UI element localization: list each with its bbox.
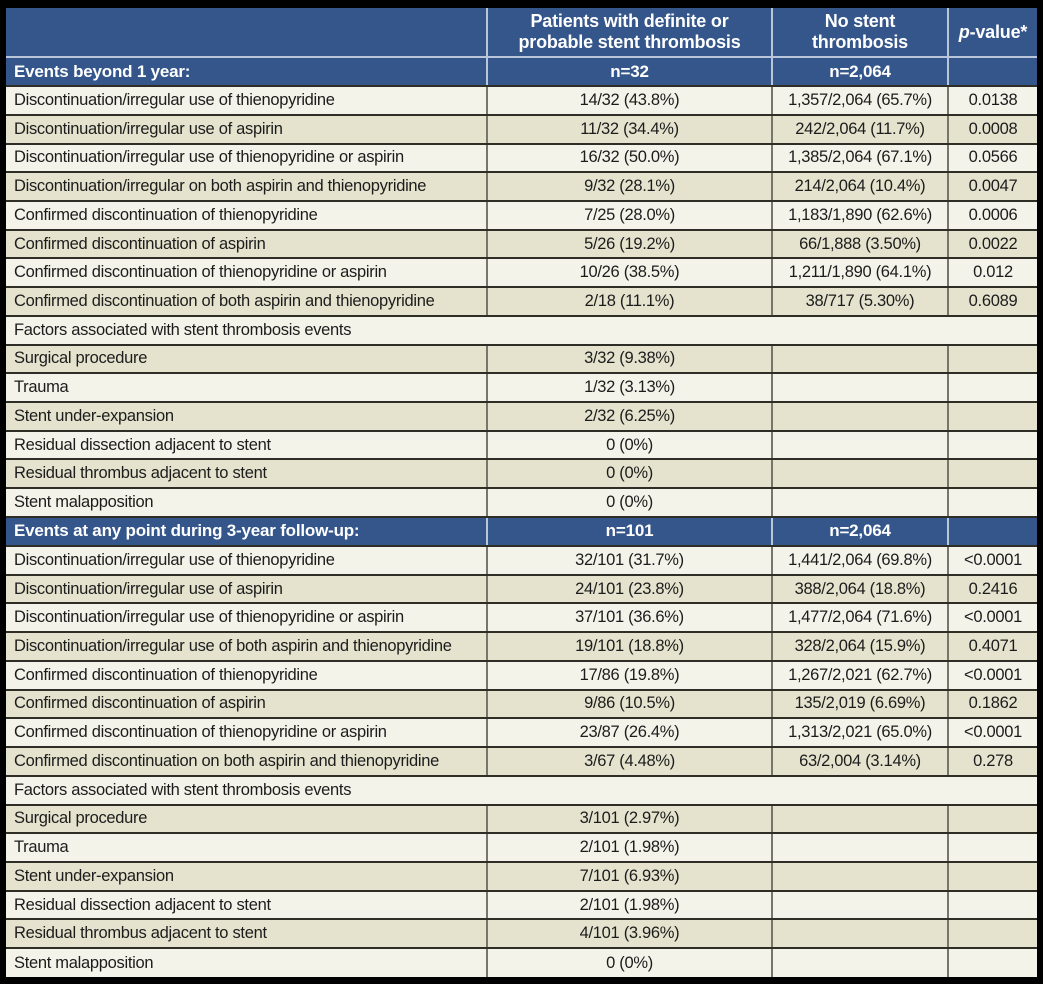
no-st-value-cell: 1,357/2,064 (65.7%): [772, 86, 948, 115]
p-value-suffix: -value*: [969, 21, 1028, 42]
p-value-cell: 0.0006: [948, 201, 1037, 230]
st-group-value-cell: 9/32 (28.1%): [487, 172, 772, 201]
st-group-value-cell: 7/101 (6.93%): [487, 862, 772, 891]
row-label-cell: Discontinuation/irregular use of aspirin: [6, 115, 487, 144]
p-value-cell: [948, 805, 1037, 834]
row-label-cell: Trauma: [6, 833, 487, 862]
column-header-row: [6, 8, 1037, 57]
p-value-cell: 0.0022: [948, 230, 1037, 259]
st-group-value-cell: 14/32 (43.8%): [487, 86, 772, 115]
row-label-cell: Discontinuation/irregular use of aspirin: [6, 575, 487, 604]
table-row: [6, 690, 1037, 719]
table-row: [6, 632, 1037, 661]
row-label-cell: Residual thrombus adjacent to stent: [6, 919, 487, 948]
table-row: [6, 919, 1037, 948]
table-row: [6, 948, 1037, 977]
row-label-cell: Residual dissection adjacent to stent: [6, 431, 487, 460]
table-row: [6, 172, 1037, 201]
st-group-value-cell: 11/32 (34.4%): [487, 115, 772, 144]
row-label-cell: Stent under-expansion: [6, 402, 487, 431]
no-st-value-cell: [772, 459, 948, 488]
p-value-cell: [948, 345, 1037, 374]
no-st-value-cell: 63/2,004 (3.14%): [772, 747, 948, 776]
table-row: [6, 431, 1037, 460]
p-value-cell: [948, 459, 1037, 488]
p-value-cell: 0.0566: [948, 144, 1037, 173]
st-group-value-cell: 16/32 (50.0%): [487, 144, 772, 173]
no-st-value-cell: 1,183/1,890 (62.6%): [772, 201, 948, 230]
st-group-value-cell: 23/87 (26.4%): [487, 718, 772, 747]
table-row: [6, 144, 1037, 173]
no-st-value-cell: 1,441/2,064 (69.8%): [772, 546, 948, 575]
p-value-cell: <0.0001: [948, 661, 1037, 690]
st-group-value-cell: 2/101 (1.98%): [487, 891, 772, 920]
table-row: [6, 345, 1037, 374]
st-group-value-cell: 37/101 (36.6%): [487, 603, 772, 632]
no-st-value-cell: 1,477/2,064 (71.6%): [772, 603, 948, 632]
section-header-row-2: [6, 517, 1037, 546]
st-group-value-cell: 32/101 (31.7%): [487, 546, 772, 575]
row-label-cell: Discontinuation/irregular use of both aspirin and thienopyridine: [6, 632, 487, 661]
section-n1-cell: n=32: [487, 57, 772, 86]
p-value-cell: 0.278: [948, 747, 1037, 776]
p-value-cell: 0.0047: [948, 172, 1037, 201]
p-value-cell: 0.0008: [948, 115, 1037, 144]
no-st-value-cell: [772, 891, 948, 920]
st-group-value-cell: 17/86 (19.8%): [487, 661, 772, 690]
col-header-p-value: p-value*: [948, 8, 1037, 57]
table-row: [6, 287, 1037, 316]
st-group-value-cell: 3/32 (9.38%): [487, 345, 772, 374]
row-label-cell: Confirmed discontinuation of aspirin: [6, 230, 487, 259]
table-header: [6, 8, 1037, 57]
st-group-value-cell: 5/26 (19.2%): [487, 230, 772, 259]
subsection-title-cell: Factors associated with stent thrombosis events: [6, 776, 1037, 805]
row-label-cell: Discontinuation/irregular use of thienopyridine: [6, 546, 487, 575]
st-group-value-cell: 0 (0%): [487, 459, 772, 488]
row-label-cell: Confirmed discontinuation of thienopyridine or aspirin: [6, 258, 487, 287]
section-p-cell: [948, 57, 1037, 86]
st-group-value-cell: 2/18 (11.1%): [487, 287, 772, 316]
row-label-cell: Residual dissection adjacent to stent: [6, 891, 487, 920]
section-title-cell: Events beyond 1 year:: [6, 57, 487, 86]
row-label-cell: Confirmed discontinuation of thienopyridine: [6, 201, 487, 230]
no-st-value-cell: [772, 431, 948, 460]
p-value-cell: [948, 373, 1037, 402]
table-row: [6, 546, 1037, 575]
table-row: [6, 459, 1037, 488]
row-label-cell: Stent malapposition: [6, 488, 487, 517]
row-label-cell: Stent under-expansion: [6, 862, 487, 891]
no-st-value-cell: [772, 919, 948, 948]
row-label-cell: Confirmed discontinuation of thienopyridine or aspirin: [6, 718, 487, 747]
p-value-cell: [948, 431, 1037, 460]
row-label-cell: Confirmed discontinuation of both aspirin and thienopyridine: [6, 287, 487, 316]
st-group-value-cell: 10/26 (38.5%): [487, 258, 772, 287]
no-st-value-cell: [772, 488, 948, 517]
subsection-header-row: [6, 776, 1037, 805]
table-row: [6, 891, 1037, 920]
st-group-value-cell: 2/101 (1.98%): [487, 833, 772, 862]
subsection-header-row: [6, 316, 1037, 345]
no-st-value-cell: [772, 373, 948, 402]
no-st-value-cell: 66/1,888 (3.50%): [772, 230, 948, 259]
table-row: [6, 230, 1037, 259]
st-group-value-cell: 4/101 (3.96%): [487, 919, 772, 948]
table-row: [6, 747, 1037, 776]
no-st-value-cell: [772, 833, 948, 862]
st-group-value-cell: 1/32 (3.13%): [487, 373, 772, 402]
table-row: [6, 661, 1037, 690]
table-body: [6, 57, 1037, 977]
col-header-blank: [6, 8, 487, 57]
p-value-cell: 0.2416: [948, 575, 1037, 604]
section-title-cell: Events at any point during 3-year follow-up:: [6, 517, 487, 546]
p-value-cell: [948, 402, 1037, 431]
row-label-cell: Trauma: [6, 373, 487, 402]
row-label-cell: Discontinuation/irregular use of thienopyridine or aspirin: [6, 603, 487, 632]
st-group-value-cell: 0 (0%): [487, 488, 772, 517]
st-group-value-cell: 2/32 (6.25%): [487, 402, 772, 431]
no-st-value-cell: 242/2,064 (11.7%): [772, 115, 948, 144]
p-value-cell: [948, 891, 1037, 920]
table-row: [6, 115, 1037, 144]
row-label-cell: Confirmed discontinuation of thienopyridine: [6, 661, 487, 690]
section-p-cell: [948, 517, 1037, 546]
row-label-cell: Discontinuation/irregular use of thienopyridine or aspirin: [6, 144, 487, 173]
st-group-value-cell: 24/101 (23.8%): [487, 575, 772, 604]
st-group-value-cell: 0 (0%): [487, 431, 772, 460]
no-st-value-cell: 38/717 (5.30%): [772, 287, 948, 316]
row-label-cell: Residual thrombus adjacent to stent: [6, 459, 487, 488]
no-st-value-cell: 135/2,019 (6.69%): [772, 690, 948, 719]
no-st-value-cell: 1,267/2,021 (62.7%): [772, 661, 948, 690]
section-header-row-1: [6, 57, 1037, 86]
table-row: [6, 575, 1037, 604]
section-n2-cell: n=2,064: [772, 57, 948, 86]
table-row: [6, 86, 1037, 115]
p-value-cell: <0.0001: [948, 718, 1037, 747]
row-label-cell: Confirmed discontinuation on both aspirin and thienopyridine: [6, 747, 487, 776]
row-label-cell: Surgical procedure: [6, 345, 487, 374]
row-label-cell: Discontinuation/irregular on both aspirin and thienopyridine: [6, 172, 487, 201]
table-row: [6, 373, 1037, 402]
p-value-cell: 0.012: [948, 258, 1037, 287]
stent-thrombosis-table: [6, 8, 1037, 977]
no-st-value-cell: [772, 805, 948, 834]
p-value-cell: [948, 833, 1037, 862]
st-group-value-cell: 19/101 (18.8%): [487, 632, 772, 661]
section-n1-cell: n=101: [487, 517, 772, 546]
st-group-value-cell: 9/86 (10.5%): [487, 690, 772, 719]
section-n2-cell: n=2,064: [772, 517, 948, 546]
row-label-cell: Discontinuation/irregular use of thienopyridine: [6, 86, 487, 115]
row-label-cell: Confirmed discontinuation of aspirin: [6, 690, 487, 719]
table-row: [6, 718, 1037, 747]
table-row: [6, 488, 1037, 517]
p-value-cell: 0.1862: [948, 690, 1037, 719]
p-value-cell: 0.4071: [948, 632, 1037, 661]
st-group-value-cell: 7/25 (28.0%): [487, 201, 772, 230]
no-st-value-cell: 214/2,064 (10.4%): [772, 172, 948, 201]
p-value-cell: <0.0001: [948, 603, 1037, 632]
table-row: [6, 258, 1037, 287]
no-st-value-cell: 1,313/2,021 (65.0%): [772, 718, 948, 747]
no-st-value-cell: 388/2,064 (18.8%): [772, 575, 948, 604]
no-st-value-cell: [772, 948, 948, 977]
col-header-st-group: Patients with definite or probable stent thrombosis: [487, 8, 772, 57]
p-value-cell: <0.0001: [948, 546, 1037, 575]
subsection-title-cell: Factors associated with stent thrombosis events: [6, 316, 1037, 345]
p-value-cell: [948, 488, 1037, 517]
col-header-no-st: No stent thrombosis: [772, 8, 948, 57]
no-st-value-cell: [772, 862, 948, 891]
table-row: [6, 201, 1037, 230]
table-row: [6, 402, 1037, 431]
table-row: [6, 603, 1037, 632]
p-value-cell: [948, 862, 1037, 891]
table-row: [6, 805, 1037, 834]
st-group-value-cell: 0 (0%): [487, 948, 772, 977]
row-label-cell: Stent malapposition: [6, 948, 487, 977]
p-value-cell: 0.0138: [948, 86, 1037, 115]
table-row: [6, 833, 1037, 862]
no-st-value-cell: [772, 345, 948, 374]
no-st-value-cell: [772, 402, 948, 431]
no-st-value-cell: 1,385/2,064 (67.1%): [772, 144, 948, 173]
p-value-cell: 0.6089: [948, 287, 1037, 316]
no-st-value-cell: 328/2,064 (15.9%): [772, 632, 948, 661]
row-label-cell: Surgical procedure: [6, 805, 487, 834]
no-st-value-cell: 1,211/1,890 (64.1%): [772, 258, 948, 287]
p-value-cell: [948, 948, 1037, 977]
p-value-cell: [948, 919, 1037, 948]
st-group-value-cell: 3/67 (4.48%): [487, 747, 772, 776]
table-row: [6, 862, 1037, 891]
st-group-value-cell: 3/101 (2.97%): [487, 805, 772, 834]
